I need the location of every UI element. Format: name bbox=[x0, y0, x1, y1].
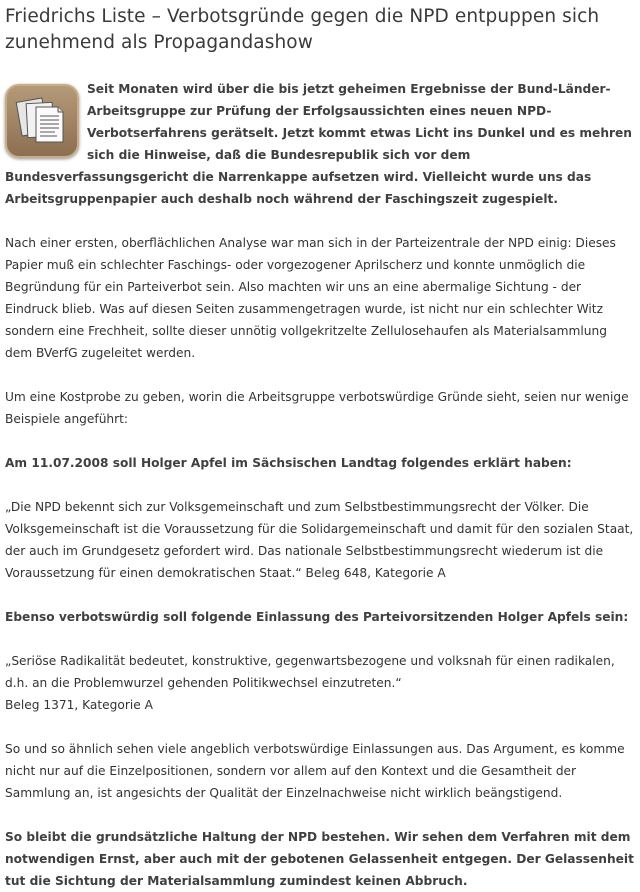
lead-text: Seit Monaten wird über die bis jetzt geheimen Ergebnisse der Bund-Länder-Arbeitsgruppe zur Prüfung der Erfolgsaussichten eines neuen NPD-Verbotserfahrens gerätselt. Jetzt kommt etwas Licht ins Dunkel und es mehren sich die Hinweise, daß die Bundesrepublik sich vor dem Bundesverfassungsgericht die Narrenkappe aufsetzen wird. Vielleicht wurde uns das Arbeitsgruppenpapier auch deshalb noch während der Faschingszeit zugespielt. bbox=[5, 82, 632, 206]
paragraph-context: So und so ähnlich sehen viele angeblich verbotswürdige Einlassungen aus. Das Argument, es komme nicht nur auf die Einzelpositionen, sondern vor allem auf den Kontext und die Gesamtheit der Sammlung an, ist angesichts der Qualität der Einzelnachweise nicht wirklich beängstigend. bbox=[5, 742, 625, 800]
quote-1: „Die NPD bekennt sich zur Volksgemeinschaft und zum Selbstbestimmungsrecht der Völker. Die Volksgemeinschaft ist die Voraussetzung für die Solidargemeinschaft und damit für den sozialen Staat, der auch im Grundgesetz gefordert wird. Das nationale Selbstbestimmungsrecht wiederum ist die Voraussetzung für einen demokratischen Staat.“ Beleg 648, Kategorie A bbox=[5, 500, 634, 580]
quote-2-source: Beleg 1371, Kategorie A bbox=[5, 698, 153, 712]
documents-icon bbox=[5, 84, 79, 158]
article-lead bbox=[5, 78, 636, 210]
heading-quote-2: Ebenso verbotswürdig soll folgende Einlassung des Parteivorsitzenden Holger Apfels sein: bbox=[5, 610, 629, 624]
article-title: Friedrichs Liste – Verbotsgründe gegen die NPD entpuppen sich zunehmend als Propagandashow bbox=[5, 6, 600, 53]
paragraph-analysis: Nach einer ersten, oberflächlichen Analyse war man sich in der Parteizentrale der NPD einig: Dieses Papier muß ein schlechter Faschings- oder vorgezogener Aprilscherz und konnte unmöglich die Begründung für ein Parteiverbot sein. Also machten wir uns an eine abermalige Sichtung - der Eindruck blieb. Was auf diesen Seiten zusammengetragen wurde, ist nicht nur ein schlechter Witz sondern eine Frechheit, sollte dieser unnötig vollgekritzelte Zellulosehaufen als Materialsammlung dem BVerfG zugeleitet werden. bbox=[5, 236, 616, 360]
paragraph-examples-intro: Um eine Kostprobe zu geben, worin die Arbeitsgruppe verbotswürdige Gründe sieht, seien nur wenige Beispiele angeführt: bbox=[5, 390, 629, 426]
quote-2: „Seriöse Radikalität bedeutet, konstruktive, gegenwartsbezogene und volksnah für einen radikalen, d.h. an die Problemwurzel gehenden Politikwechsel einzutreten.“ bbox=[5, 654, 615, 690]
paragraph-conclusion: So bleibt die grundsätzliche Haltung der NPD bestehen. Wir sehen dem Verfahren mit dem notwendigen Ernst, aber auch mit der gebotenen Gelassenheit entgegen. Der Gelassenheit tut die Sichtung der Materialsammlung zumindest keinen Abbruch. bbox=[5, 830, 634, 888]
heading-quote-1: Am 11.07.2008 soll Holger Apfel im Sächsischen Landtag folgendes erklärt haben: bbox=[5, 456, 572, 470]
